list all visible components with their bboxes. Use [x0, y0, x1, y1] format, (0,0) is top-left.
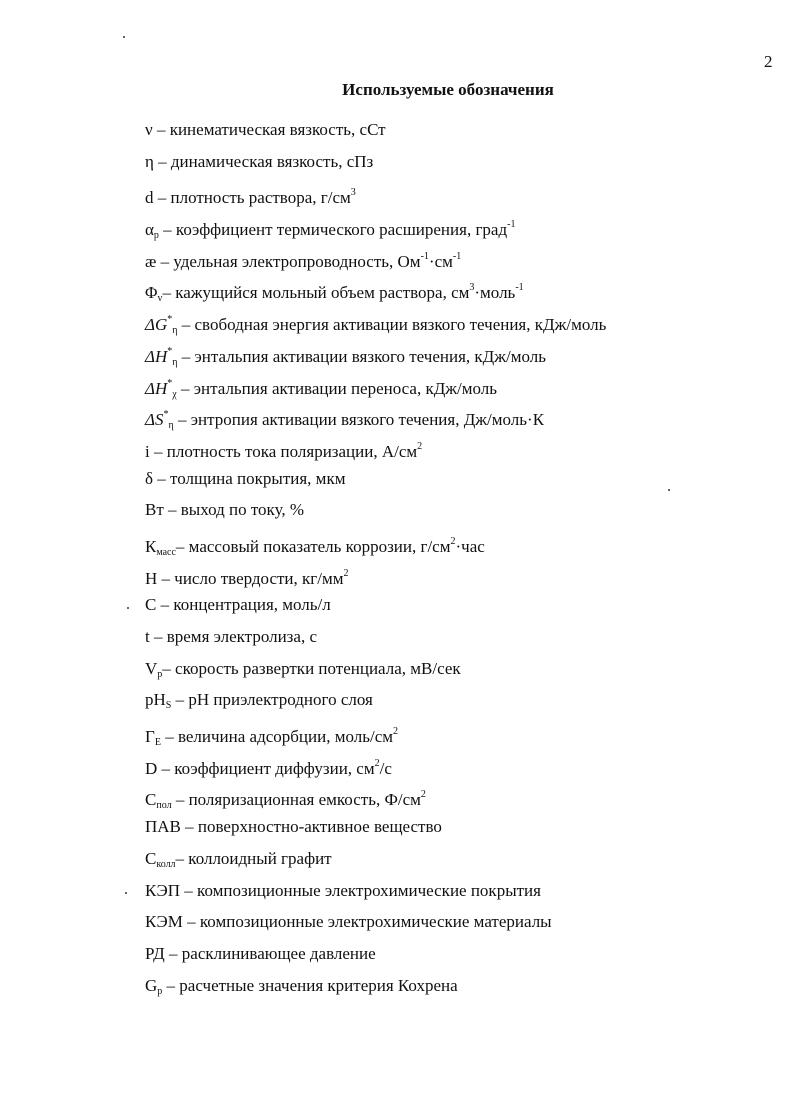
- scan-speck: [125, 892, 127, 894]
- page-title: Используемые обозначения: [342, 80, 554, 99]
- scan-speck: [127, 607, 129, 609]
- list-item: D – коэффициент диффузии, $см^2/с$: [145, 757, 392, 778]
- list-item: $\Delta H^*_\eta$ – энтальпия активации вязкого течения, кДж/моль: [145, 345, 547, 368]
- list-item: η – динамическая вязкость, сПз: [145, 151, 374, 171]
- list-item: $G_p$ – расчетные значения критерия Кохрена: [145, 975, 458, 997]
- list-item: КЭМ – композиционные электрохимические материалы: [145, 912, 552, 932]
- list-item: $V_p-$ скорость развертки потенциала, мВ/сек: [145, 658, 461, 680]
- page-number: 2: [764, 52, 773, 71]
- list-item: $\Delta H^*_\chi$ – энтальпия активации переноса, кДж/моль: [145, 377, 498, 400]
- notation-list: [145, 115, 606, 1002]
- list-item: d – плотность раствора, $г/см^3$: [145, 187, 356, 208]
- list-item: $\Phi_v-$ кажущийся мольный объем раствора, $см^3\cdot моль^{-1}$: [145, 282, 524, 305]
- list-item: i – плотность тока поляризации, $А/см^2$: [145, 440, 423, 461]
- list-item: $С_{колл}-$ коллоидный графит: [145, 848, 332, 870]
- list-item: $\Delta S^*_\eta$ – энтропия активации вязкого течения, Дж/моль·К: [145, 409, 545, 432]
- list-item: t – время электролиза, с: [145, 627, 317, 646]
- list-item: Н – число твердости, $кг/мм^2$: [145, 567, 349, 588]
- list-item: КЭП – композиционные электрохимические покрытия: [145, 880, 541, 900]
- list-item: С – концентрация, моль/л: [145, 595, 331, 615]
- list-item: $К_{масс}-$ массовый показатель коррозии, $г/см^2\cdot час$: [145, 535, 485, 558]
- list-item: $\alpha_p$ – коэффициент термического расширения, град$^{-1}$: [145, 219, 516, 242]
- scan-speck: [123, 36, 125, 38]
- list-item: $С_{пол}$ – поляризационная емкость, $Ф/см^2$: [145, 789, 426, 812]
- list-item: Вт – выход по току, %: [145, 500, 305, 520]
- list-item: æ – удельная электропроводность, $Ом^{-1}\cdot см^{-1}$: [145, 250, 462, 271]
- list-item: $pH_S$ – pH приэлектродного слоя: [145, 690, 373, 712]
- list-item: $Г_E$ – величина адсорбции, моль/$см^2$: [145, 726, 399, 749]
- list-item: ПАВ – поверхностно-активное вещество: [145, 817, 442, 837]
- list-item: РД – расклинивающее давление: [145, 943, 376, 963]
- list-item: δ – толщина покрытия, мкм: [145, 468, 346, 488]
- scan-speck: [668, 489, 670, 491]
- list-item: ν – кинематическая вязкость, сСт: [145, 120, 386, 139]
- list-item: $\Delta G^*_\eta$ – свободная энергия активации вязкого течения, кДж/моль: [145, 314, 607, 337]
